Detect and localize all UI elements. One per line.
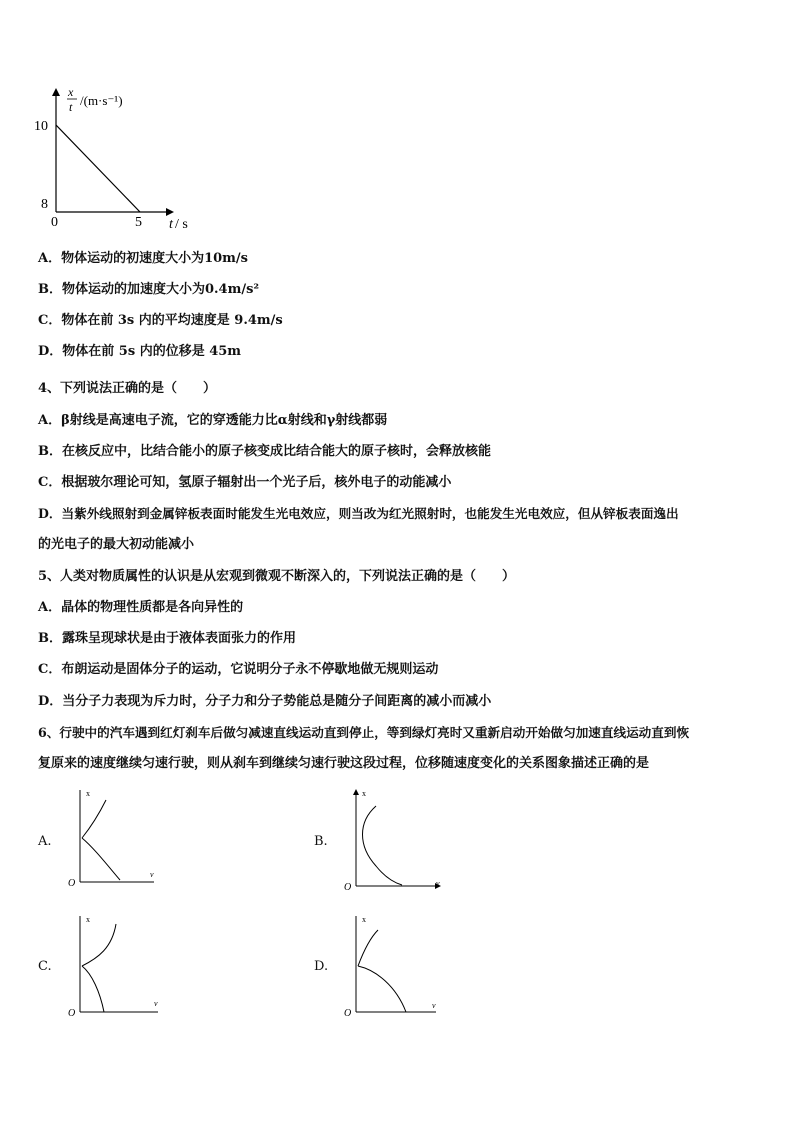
q6-label-b: B. [314, 834, 328, 849]
graph-b-v-label: v [436, 879, 440, 888]
graph-c-curve-lower [82, 966, 104, 1012]
q5-option-c: C．布朗运动是固体分子的运动，它说明分子永不停歇地做无规则运动 [38, 662, 439, 677]
graph-c-origin: O [68, 1008, 76, 1016]
graph-a-curve-lower [82, 838, 120, 880]
graph-d-curve-lower [358, 966, 406, 1012]
graph-a-v-label: v [150, 870, 154, 879]
graph-b-x-label: x [362, 789, 366, 798]
graph-d-curve-upper [358, 930, 378, 966]
y-unit: /(m·s⁻¹) [80, 93, 123, 108]
x-label: t [169, 217, 173, 232]
q5-option-b: B．露珠呈现球状是由于液体表面张力的作用 [38, 631, 296, 646]
graph-d-v-label: v [432, 1001, 436, 1010]
x-axis-arrow [166, 208, 174, 216]
q5-option-d: D．当分子力表现为斥力时，分子力和分子势能总是随分子间距离的减小而减小 [38, 694, 492, 709]
q6-graph-c [64, 912, 164, 1016]
q4-option-b: B．在核反应中，比结合能小的原子核变成比结合能大的原子核时，会释放核能 [38, 444, 491, 459]
graph-b-y-arrow [353, 789, 359, 795]
xt-graph [30, 86, 200, 236]
q3-option-d: D．物体在前 5s 内的位移是 45m [38, 344, 242, 359]
graph-c-v-label: v [154, 999, 158, 1008]
y-label-num: x [68, 86, 74, 99]
x-tick-origin: 0 [51, 215, 58, 230]
graph-b-curve [363, 806, 403, 885]
q3-option-c: C．物体在前 3s 内的平均速度是 9.4m/s [38, 313, 283, 328]
graph-d-x-label: x [362, 915, 366, 924]
q6-graph-a [64, 786, 164, 888]
graph-a-x-label: x [86, 789, 90, 798]
q4-option-d-cont: 的光电子的最大初动能减小 [38, 537, 195, 552]
graph-c-x-label: x [86, 915, 90, 924]
graph-b-origin: O [344, 882, 352, 892]
q6-stem-line2: 复原来的速度继续匀速行驶，则从刹车到继续匀速行驶这段过程，位移随速度变化的关系图象描述正确的是 [38, 756, 650, 771]
graph-a-curve-upper [82, 800, 106, 838]
q6-label-a: A. [38, 834, 52, 849]
x-tick-5: 5 [135, 215, 142, 230]
y-tick-10: 10 [34, 119, 48, 134]
q6-graph-b [340, 786, 450, 892]
q6-graph-d [340, 912, 450, 1016]
q6-label-c: C. [38, 959, 52, 974]
graph-a-origin: O [68, 878, 76, 888]
data-line [56, 125, 140, 212]
q4-option-d: D．当紫外线照射到金属锌板表面时能发生光电效应，则当改为红光照射时，也能发生光电效应，但从锌板表面逸出 [38, 506, 679, 521]
graph-d-origin: O [344, 1008, 352, 1016]
q4-option-a: A．β射线是高速电子流，它的穿透能力比α射线和γ射线都弱 [38, 413, 388, 428]
q5-stem: 5、人类对物质属性的认识是从宏观到微观不断深入的，下列说法正确的是（ ） [38, 569, 516, 584]
q3-option-a: A．物体运动的初速度大小为10m/s [38, 251, 248, 266]
y-axis-arrow [52, 88, 60, 96]
y-label-denom: t [69, 100, 73, 114]
y-tick-8: 8 [41, 197, 48, 212]
q5-option-a: A．晶体的物理性质都是各向异性的 [38, 600, 244, 615]
q6-stem-line1: 6、行驶中的汽车遇到红灯刹车后做匀减速直线运动直到停止，等到绿灯亮时又重新启动开始做匀加速直线运动直到恢 [38, 725, 690, 740]
q3-option-b: B．物体运动的加速度大小为0.4m/s² [38, 282, 260, 297]
q6-label-d: D. [314, 959, 329, 974]
q4-option-c: C．根据玻尔理论可知，氢原子辐射出一个光子后，核外电子的动能减小 [38, 475, 452, 490]
graph-c-curve-upper [82, 924, 116, 966]
q4-stem: 4、下列说法正确的是（ ） [38, 381, 217, 396]
x-unit: / s [175, 217, 188, 232]
